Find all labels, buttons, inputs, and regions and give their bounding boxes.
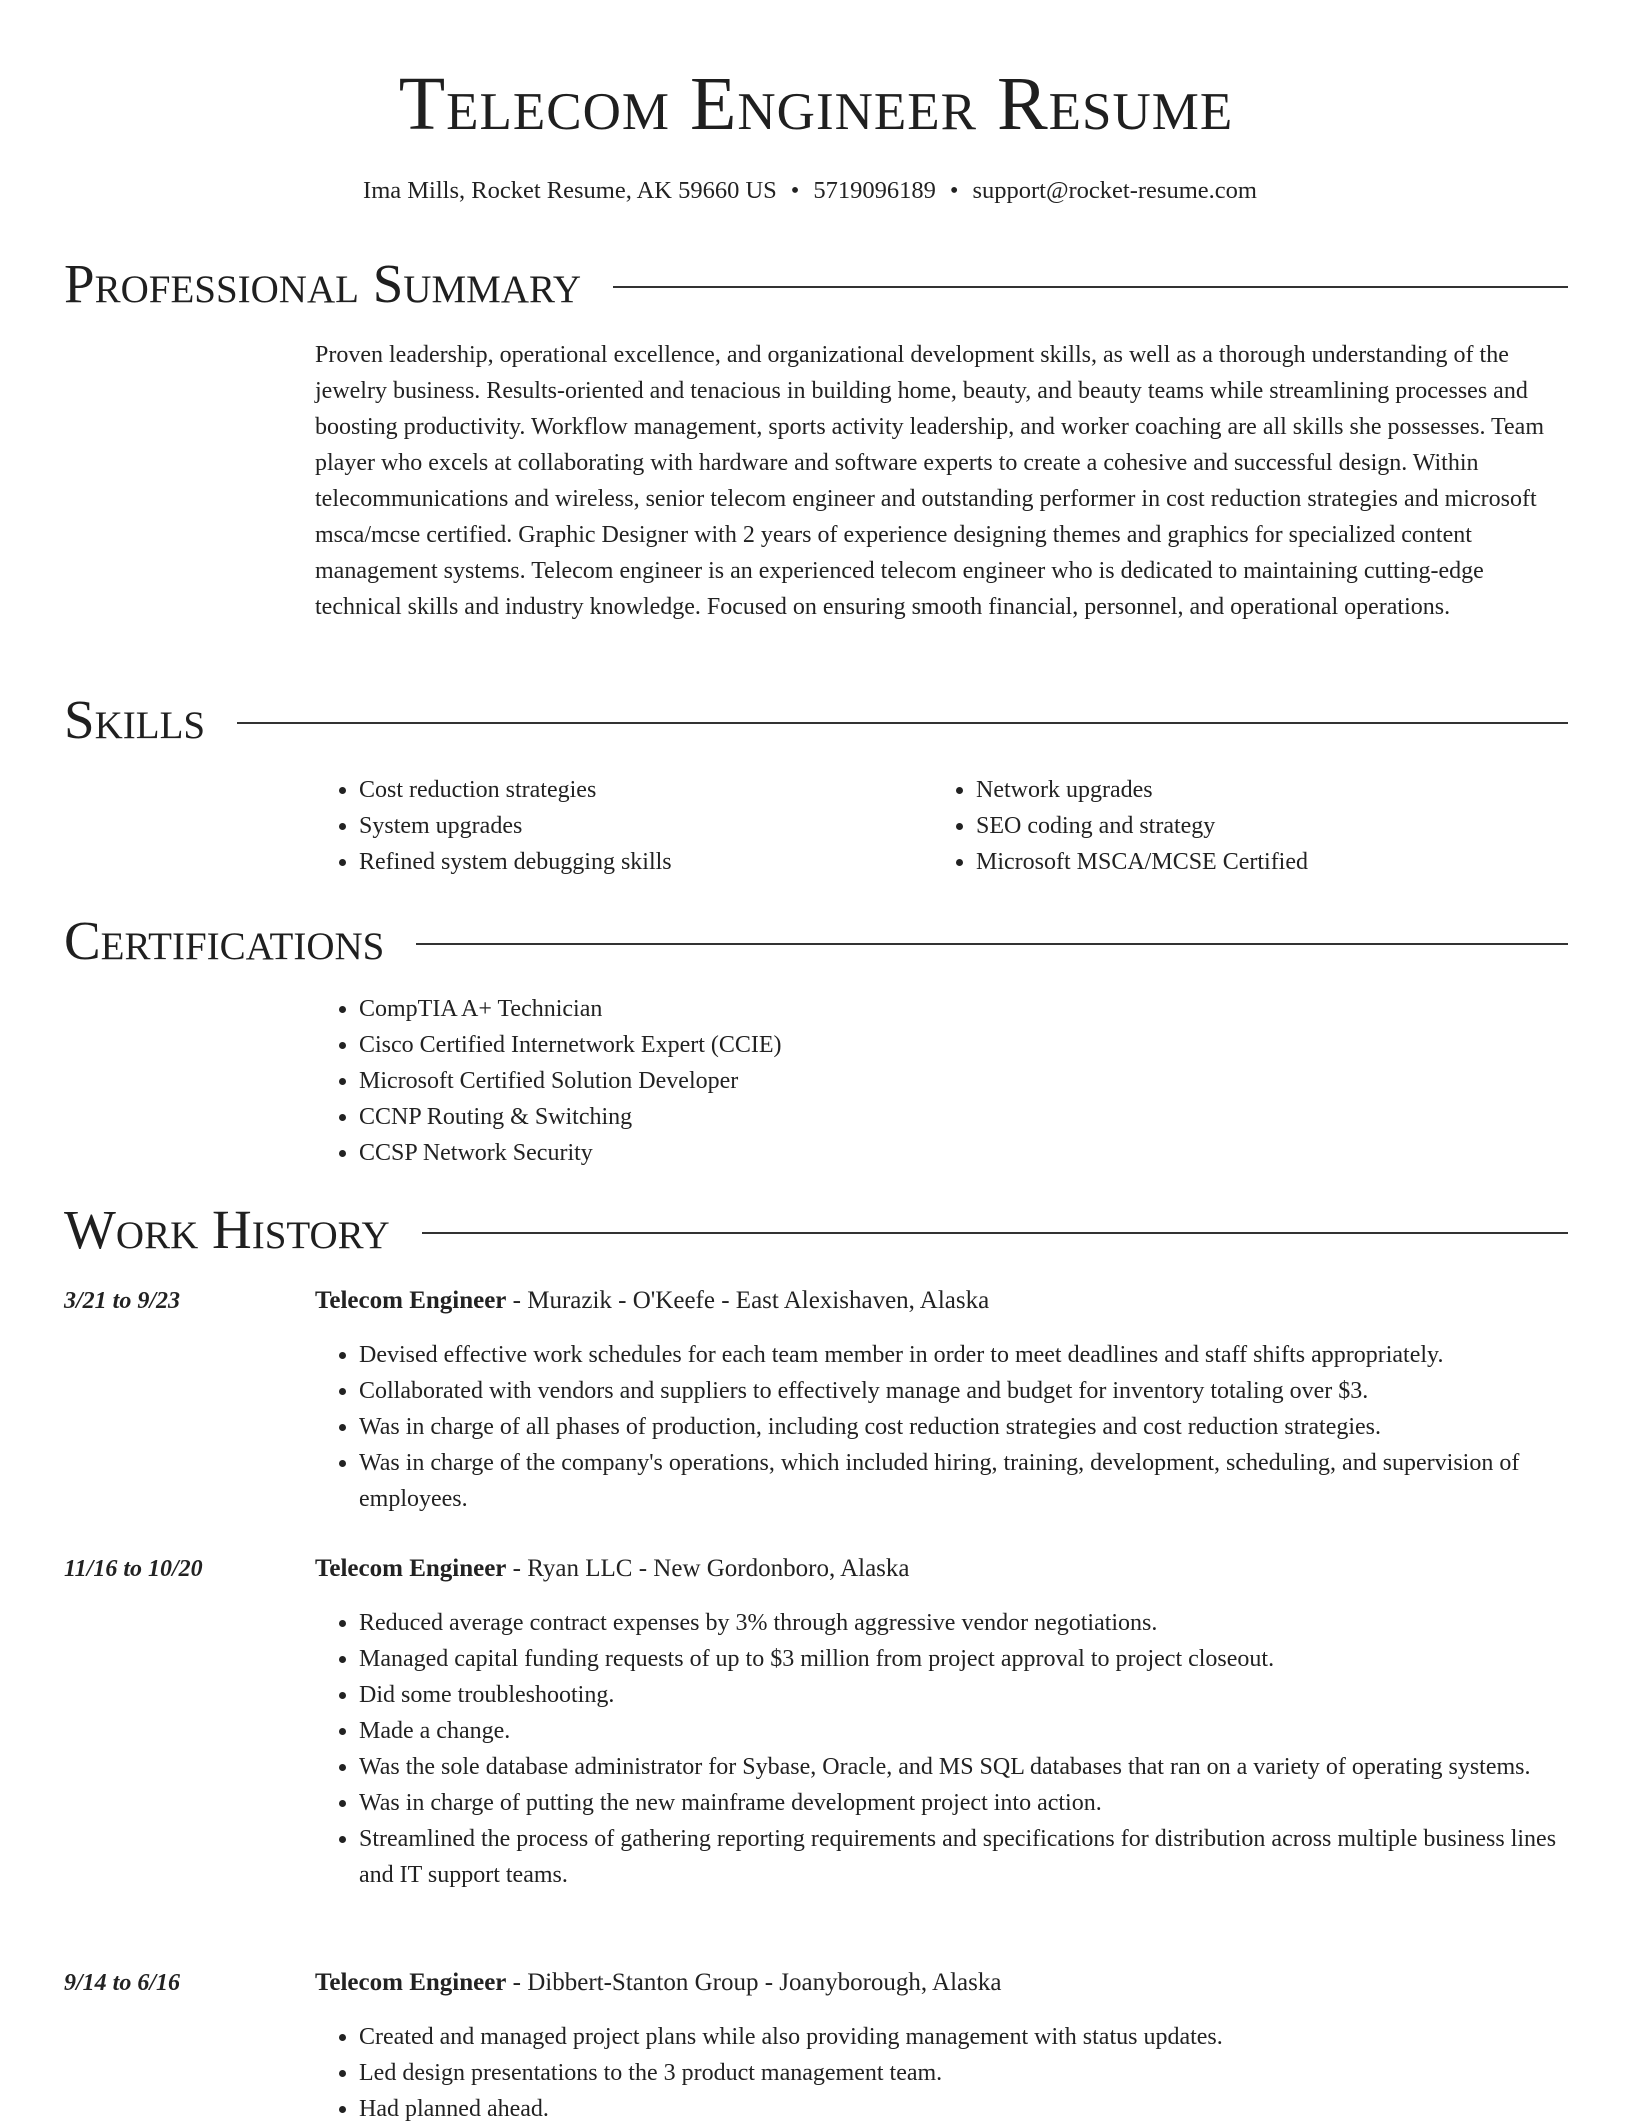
section-divider [237,722,1568,724]
contact-phone: 5719096189 [813,177,936,204]
summary-text: Proven leadership, operational excellence, and organizational development skills, as well as a thorough understanding of the jewelry business. Results-oriented and tenacious in building home, beauty, and beauty teams while streamlining processes and boosting productivity. Workflow management, sports activity leadership, and worker coaching are all skills she possesses. Team player who excels at collaborating with hardware and software experts to create a cohesive and successful design. Within telecommunications and wireless, senior telecom engineer and outstanding performer in cost reduction strategies and microsoft msca/mcse certified. Graphic Designer with 2 years of experience designing themes and graphics for specialized content management systems. Telecom engineer is an experienced telecom engineer who is dedicated to maintaining cutting-edge technical skills and industry knowledge. Focused on ensuring smooth financial, personnel, and operational operations. [315,342,1545,620]
section-header-skills [64,689,1568,751]
job-bullet: • Led design presentations to the 3 product management team. [359,2055,1568,2091]
skill-item: • SEO coding and strategy [976,808,1568,844]
job-heading [315,1965,1568,2001]
job-company: - Ryan LLC - New Gordonboro, Alaska [506,1555,910,1582]
skills-list [315,772,1568,880]
summary-block [315,337,1568,625]
contact-separator: • [949,177,959,204]
contact-separator: • [790,177,800,204]
job-role: Telecom Engineer [315,1969,507,1996]
certification-item: • CCNP Routing & Switching [359,1099,1568,1135]
contact-line [0,174,1620,208]
job-bullet: • Made a change. [359,1713,1568,1749]
job-entry [64,1283,1568,1517]
section-title-work-history: Work History [64,1199,390,1260]
section-title-summary: Professional Summary [64,253,582,314]
certification-item: • CompTIA A+ Technician [359,991,1568,1027]
job-body [315,1283,1568,1517]
job-dates: 9/14 to 6/16 [64,1970,181,1996]
job-bullet: • Devised effective work schedules for each team member in order to meet deadlines and staff shifts appropriately. [359,1337,1568,1373]
certification-item: • CCSP Network Security [359,1135,1568,1171]
section-divider [422,1232,1568,1234]
job-entry [64,1551,1568,1893]
job-heading [315,1283,1568,1319]
job-body [315,1551,1568,1893]
section-header-certifications [64,910,1568,972]
skill-item: • Network upgrades [976,772,1568,808]
job-bullets [315,1337,1568,1517]
job-company: - Dibbert-Stanton Group - Joanyborough, Alaska [506,1969,1002,1996]
job-role: Telecom Engineer [315,1287,507,1314]
job-bullets [315,2019,1568,2127]
certification-item: • Microsoft Certified Solution Developer [359,1063,1568,1099]
resume-title: Telecom Engineer Resume [398,62,1234,146]
skill-item: • Microsoft MSCA/MCSE Certified [976,844,1568,880]
contact-address: Ima Mills, Rocket Resume, AK 59660 US [363,177,777,204]
job-body [315,1965,1568,2127]
job-bullet: • Collaborated with vendors and suppliers to effectively manage and budget for inventory totaling over $3. [359,1373,1568,1409]
certification-item: • Cisco Certified Internetwork Expert (CCIE) [359,1027,1568,1063]
skill-item: • System upgrades [359,808,932,844]
contact-email[interactable]: support@rocket-resume.com [972,177,1257,204]
job-bullet: • Had planned ahead. [359,2091,1568,2127]
job-bullet: • Created and managed project plans while also providing management with status updates. [359,2019,1568,2055]
job-bullet: • Streamlined the process of gathering reporting requirements and specifications for distribution across multiple business lines and IT support teams. [359,1821,1568,1893]
skill-item: • Cost reduction strategies [359,772,932,808]
job-role: Telecom Engineer [315,1555,507,1582]
job-entry [64,1965,1568,2127]
certifications-block [315,991,1568,1171]
job-bullet: • Managed capital funding requests of up to $3 million from project approval to project closeout. [359,1641,1568,1677]
job-dates: 11/16 to 10/20 [64,1556,203,1582]
job-company: - Murazik - O'Keefe - East Alexishaven, Alaska [506,1287,990,1314]
section-title-certifications: Certifications [64,910,385,971]
section-divider [416,943,1568,945]
section-title-skills: Skills [64,689,206,750]
job-bullet: • Was in charge of all phases of production, including cost reduction strategies and cost reduction strategies. [359,1409,1568,1445]
job-bullet: • Did some troubleshooting. [359,1677,1568,1713]
skills-column-right [932,772,1568,880]
job-bullet: • Was in charge of putting the new mainframe development project into action. [359,1785,1568,1821]
section-header-summary [64,253,1568,315]
skill-item: • Refined system debugging skills [359,844,932,880]
job-bullet: • Was the sole database administrator for Sybase, Oracle, and MS SQL databases that ran on a variety of operating systems. [359,1749,1568,1785]
skills-column-left [315,772,932,880]
job-bullet: • Reduced average contract expenses by 3% through aggressive vendor negotiations. [359,1605,1568,1641]
section-header-work-history [64,1199,1568,1261]
certifications-list [315,991,1568,1171]
job-heading [315,1551,1568,1587]
section-divider [613,286,1568,288]
job-dates: 3/21 to 9/23 [64,1288,181,1314]
job-bullets [315,1605,1568,1893]
job-bullet: • Was in charge of the company's operations, which included hiring, training, development, scheduling, and supervision of employees. [359,1445,1568,1517]
